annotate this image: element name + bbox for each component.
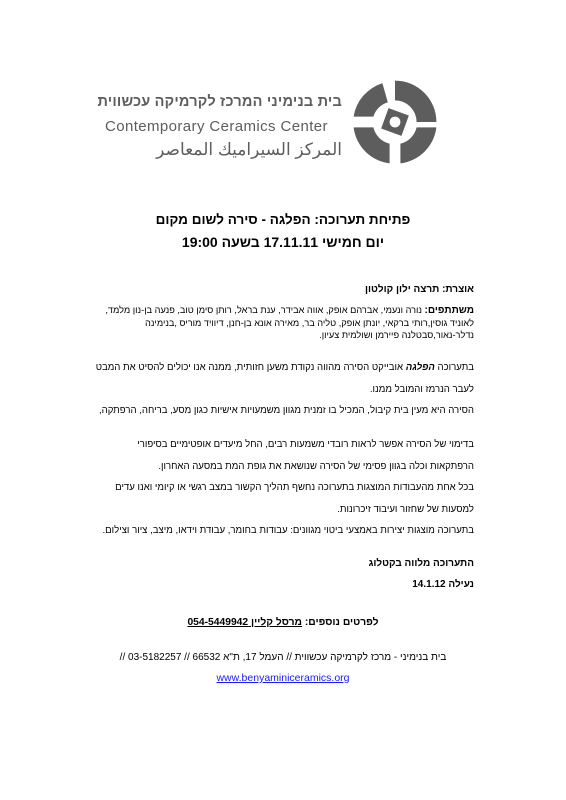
- paragraph-1-rest: אובייקט הסירה מהווה נקודת משען חזותית, ממנה אנו יכולים להסיט את המבט לעבר הנרמז והמובל ממנו.: [95, 362, 474, 395]
- logo-hebrew-text: בית בנימיני המרכז לקרמיקה עכשווית: [97, 94, 342, 110]
- paragraph-1: [94, 357, 474, 400]
- participants-label: משתתפים:: [424, 305, 474, 316]
- participants-list: נורה ונעמי, אברהם אופק, אווה אבידר, ענת בראל, רותן סימן טוב, פנעה בן-נון מלמד, לאוניד גוסין,רותי ברקאי, יונתן אופק, טליה בר, מאירה אונא בן-חנן, דיוויד מוריס ,בנימינה נדלר-נאור,סבטלנה פיירמן ושולמית צעיון.: [105, 305, 474, 340]
- curator-line: אוצרת: תרצה ילון קולטון: [365, 284, 474, 295]
- closing-date: נעילה 14.1.12: [412, 579, 474, 590]
- contact-name-phone: [187, 617, 302, 628]
- contact-line: [0, 617, 566, 628]
- exhibition-name: הפלגה: [405, 362, 435, 373]
- event-datetime: יום חמישי 17.11.11 בשעה 19:00: [181, 234, 385, 250]
- address-line: בית בנימיני - מרכז לקרמיקה עכשווית // העמל 17, ת"א 66532 // 03-5182257 //: [119, 652, 447, 663]
- contact-label: לפרטים נוספים:: [302, 617, 379, 628]
- paragraph-2: הסירה היא מעין בית קיבול, המכיל בו זמנית מגוון משמעויות אישיות כגון מסע, בריחה, הרפתקה,: [98, 405, 474, 416]
- paragraph-4: בכל אחת מהעבודות המוצגות בתערוכה נחשף תהליך הקשור במצב רגשי או קיומי ואנו עדים למסעות של שחזור ועיבוד זיכרונות.: [115, 482, 474, 515]
- paragraph-1-prefix: בתערוכה: [434, 362, 474, 373]
- website-link[interactable]: www.benyaminiceramics.org: [216, 672, 350, 684]
- paragraph-5: בתערוכה מוצגות יצירות באמצעי ביטוי מגוונים: עבודות בחומר, עבודת וידאו, מיצב, ציור וצילום.: [102, 525, 474, 536]
- participants-block: [94, 304, 474, 341]
- logo-english-text: Contemporary Ceramics Center: [105, 118, 328, 135]
- logo-arabic-text: المركز السيراميك المعاصر: [156, 140, 342, 159]
- logo-mark-icon: [350, 77, 440, 167]
- catalog-note: התערוכה מלווה בקטלוג: [368, 558, 474, 569]
- contact-phone: 054-5449942: [187, 617, 252, 628]
- contact-name: מרסל קליין: [251, 617, 302, 628]
- website-line: [0, 672, 566, 684]
- event-title: פתיחת תערוכה: הפלגה - סירה לשום מקום: [155, 212, 411, 227]
- paragraph-3: בדימוי של הסירה אפשר לראות רובדי משמעות רבים, החל מיעדים אופטימיים בסיפורי הרפתקאות וכלה בגוון פסימי של הסירה שנושאת את גופת המת במסעה האחרון.: [137, 439, 474, 472]
